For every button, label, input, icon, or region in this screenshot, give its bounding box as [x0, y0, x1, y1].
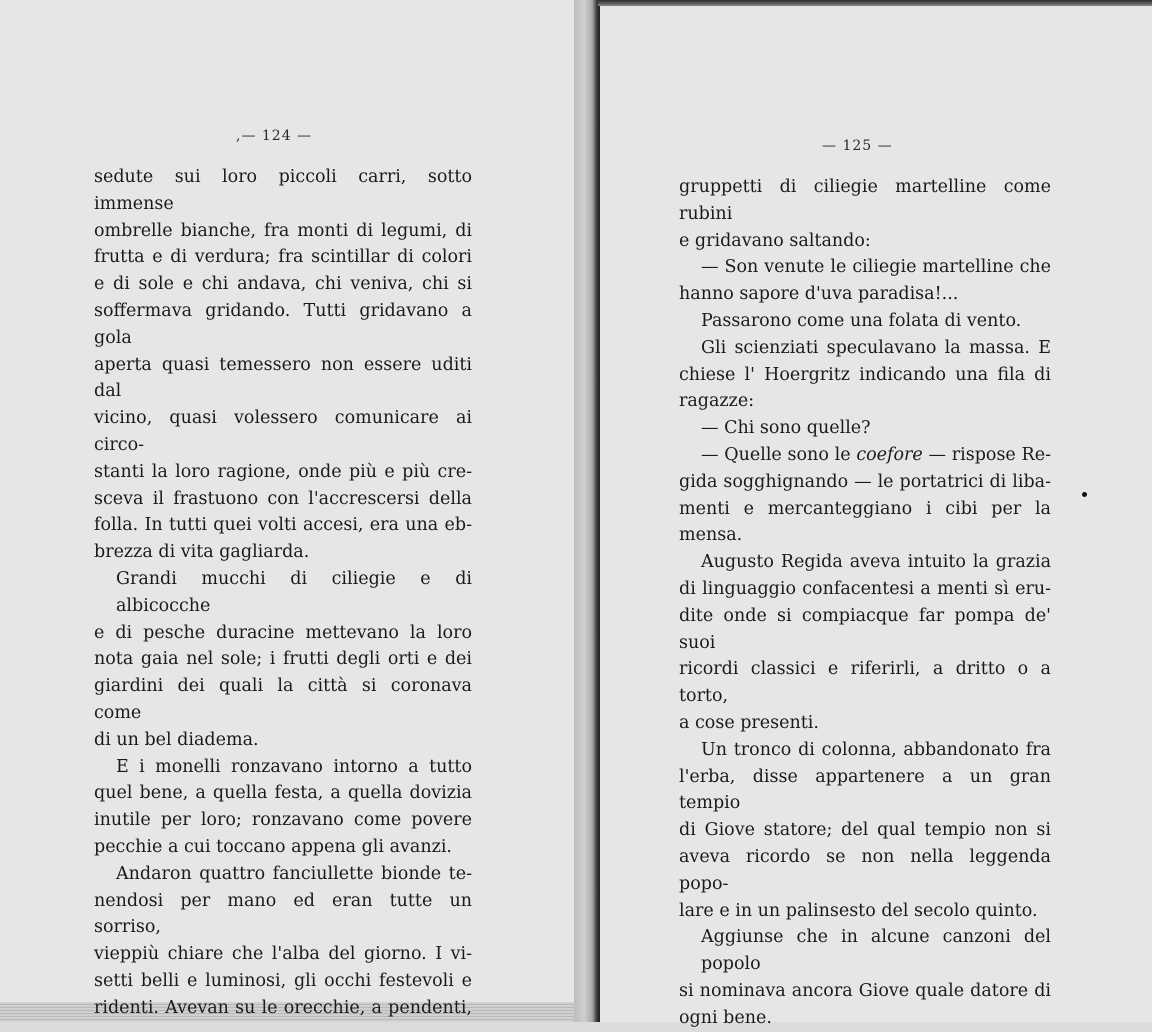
text-line: di Giove statore; del qual tempio non si [679, 820, 1051, 841]
text-line: ricordi classici e riferirli, a dritto o a torto, [679, 659, 1051, 707]
text-line: giardini dei quali la città si coronava come [94, 676, 472, 723]
text-line: quel bene, a quella festa, a quella dovizia [94, 783, 472, 804]
text-line: e di pesche duracine mettevano la loro [94, 622, 472, 643]
text-line: soffermava gridando. Tutti gridavano a gola [94, 300, 472, 348]
text-line: sedute sui loro piccoli carri, sotto immense [94, 167, 472, 214]
text-line: E i monelli ronzavano intorno a tutto [116, 756, 472, 777]
text-line: Grandi mucchi di ciliegie e di albicocche [116, 568, 472, 616]
text-line: di linguaggio confacentesi a menti sì eru- [679, 578, 1051, 599]
text-line: ragazze: [679, 391, 755, 412]
text-line: si nominava ancora Giove quale datore di [679, 980, 1051, 1001]
text-line: Passarono come una folata di vento. [701, 310, 1022, 331]
text-line: l'erba, disse appartenere a un gran tempio [679, 766, 1051, 814]
text-line: vieppiù chiare che l'alba del giorno. I vi- [94, 944, 472, 965]
left-page-body [94, 164, 472, 1022]
page-top-edge [598, 0, 1152, 6]
text-line: Andaron quattro fanciullette bionde te- [116, 863, 472, 884]
text-line: brezza di vita gagliarda. [94, 542, 310, 563]
text-line: menti e mercanteggiano i cibi per la mensa. [679, 498, 1051, 546]
text-line: frutta e di verdura; fra scintillar di colori [94, 247, 472, 268]
text-line: setti belli e luminosi, gli occhi festevoli e [94, 970, 472, 991]
text-line: lare e in un palinsesto del secolo quinto. [679, 900, 1038, 921]
text-line: e gridavano saltando: [679, 230, 871, 251]
text-line: sceva il frastuono con l'accrescersi della [94, 488, 472, 509]
text-line: dite onde si compiacque far pompa de' suoi [679, 605, 1051, 653]
text-line: — Quelle sono le coefore — rispose Re- [701, 444, 1051, 465]
ink-speck [1082, 492, 1087, 497]
text-line: vicino, quasi volessero comunicare ai circo- [94, 408, 472, 455]
text-line: a cose presenti. [679, 712, 819, 733]
text-line: Augusto Regida aveva intuito la grazia [701, 552, 1051, 573]
text-line: nota gaia nel sole; i frutti degli orti e dei [94, 649, 472, 670]
text-line: — Chi sono quelle? [701, 418, 871, 439]
text-line: folla. In tutti quei volti accesi, era una eb- [94, 515, 472, 536]
right-page-body [679, 174, 1051, 1032]
text-line: ogni bene. [679, 1007, 772, 1028]
text-line: gruppetti di ciliegie martelline come rubini [679, 177, 1051, 224]
italic-term: coefore [856, 444, 923, 465]
text-line: Gli scienziati speculavano la massa. E [701, 337, 1051, 358]
left-page-number: ,— 124 — [236, 128, 313, 144]
text-line: pecchie a cui toccano appena gli avanzi. [94, 836, 452, 857]
text-line: ombrelle bianche, fra monti di legumi, di [94, 220, 472, 241]
text-line: aveva ricordo se non nella leggenda popo- [679, 846, 1051, 894]
book-gutter [574, 0, 600, 1022]
text-line: aperta quasi temessero non essere uditi dal [94, 354, 472, 402]
text-line: Un tronco di colonna, abbandonato fra [701, 739, 1051, 760]
text-line: Aggiunse che in alcune canzoni del popolo [701, 927, 1051, 975]
text-line: di un bel diadema. [94, 729, 259, 750]
text-line: gida sogghignando — le portatrici di liba- [679, 471, 1051, 492]
text-line: — Son venute le ciliegie martelline che [701, 257, 1051, 278]
text-line: e di sole e chi andava, chi veniva, chi si [94, 274, 472, 295]
text-line: stanti la loro ragione, onde più e più cre- [94, 461, 472, 482]
text-line: inutile per loro; ronzavano come povere [94, 810, 472, 831]
text-line: chiese l' Hoergritz indicando una fila di [679, 364, 1051, 385]
text-line: hanno sapore d'uva paradisa!... [679, 284, 959, 305]
right-page-number: — 125 — [822, 138, 893, 154]
text-line: ridenti. Avevan su le orecchie, a pendenti, [94, 997, 472, 1018]
text-line: nendosi per mano ed eran tutte un sorriso, [94, 890, 472, 938]
